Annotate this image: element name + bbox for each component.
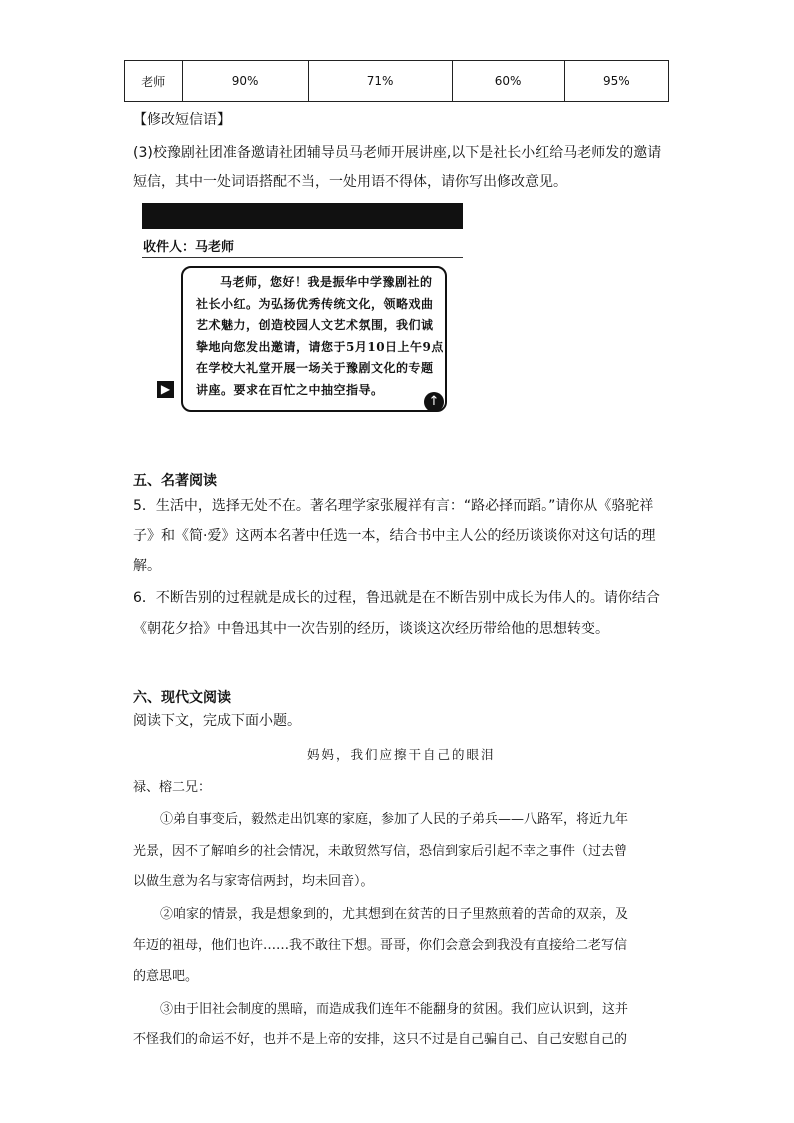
sms-line: 在学校大礼堂开展一场关于豫剧文化的专题 bbox=[196, 361, 434, 375]
q3-text-line-2: 短信，其中一处词语搭配不当，一处用语不得体，请你写出修改意见。 bbox=[133, 174, 567, 190]
article-line: 不怪我们的命运不好，也并不是上帝的安排，这只不过是自己骗自己、自己安慰自己的 bbox=[133, 1032, 628, 1047]
table-cell: 71% bbox=[308, 61, 452, 102]
article-title: 妈妈，我们应擦干自己的眼泪 bbox=[307, 747, 496, 762]
article-line: ③由于旧社会制度的黑暗，而造成我们连年不能翻身的贫困。我们应认识到，这并 bbox=[160, 1002, 629, 1017]
table-cell: 95% bbox=[564, 61, 668, 102]
q3-heading: 【修改短信语】 bbox=[133, 112, 231, 128]
sms-line: 社长小红。为弘扬优秀传统文化，领略戏曲 bbox=[196, 296, 434, 311]
sms-recipient: 收件人：马老师 bbox=[143, 240, 235, 255]
sms-divider bbox=[142, 257, 463, 258]
play-arrow-icon: ▶ bbox=[157, 381, 174, 398]
article-line: 年迈的祖母，他们也许……我不敢往下想。哥哥，你们会意会到我没有直接给二老写信 bbox=[133, 938, 628, 953]
section5-line: 6．不断告别的过程就是成长的过程，鲁迅就是在不断告别中成长为伟人的。请你结合 bbox=[133, 590, 660, 606]
article-line: 光景，因不了解咱乡的社会情况，未敢贸然写信，恐信到家后引起不幸之事件（过去曾 bbox=[133, 844, 628, 859]
section6-title: 六、现代文阅读 bbox=[133, 690, 231, 706]
score-table bbox=[124, 60, 669, 102]
sms-line: 挚地向您发出邀请，请您于5月10日上午9点 bbox=[196, 339, 444, 354]
section5-line: 解。 bbox=[133, 558, 161, 574]
section5-line: 子》和《简·爱》这两本名著中任选一本，结合书中主人公的经历谈谈你对这句话的理 bbox=[133, 528, 656, 544]
article-line: ①弟自事变后，毅然走出饥寒的家庭，参加了人民的子弟兵——八路军，将近九年 bbox=[160, 812, 629, 827]
article-salutation: 禄、榕二兄： bbox=[133, 780, 212, 795]
row-label-cell: 老师 bbox=[125, 61, 183, 102]
section5-line: 《朝花夕拾》中鲁迅其中一次告别的经历，谈谈这次经历带给他的思想转变。 bbox=[133, 621, 609, 637]
sms-line: 马老师，您好！我是振华中学豫剧社的 bbox=[220, 275, 433, 289]
sms-message-text bbox=[196, 272, 444, 401]
table-row bbox=[125, 61, 669, 102]
section5-title: 五、名著阅读 bbox=[133, 473, 217, 489]
section5-line: 5．生活中，选择无处不在。著名理学家张履祥有言：“路必择而蹈。”请你从《骆驼祥 bbox=[133, 498, 654, 514]
sms-header-bar bbox=[142, 203, 463, 229]
section6-intro: 阅读下文，完成下面小题。 bbox=[133, 713, 301, 729]
sms-line: 讲座。要求在百忙之中抽空指导。 bbox=[196, 382, 384, 397]
table-cell: 90% bbox=[182, 61, 308, 102]
table-cell: 60% bbox=[452, 61, 564, 102]
article-line: ②咱家的情景，我是想象到的，尤其想到在贫苦的日子里熬煎着的苦命的双亲，及 bbox=[160, 907, 629, 922]
article-line: 以做生意为名与家寄信两封，均未回音）。 bbox=[133, 874, 374, 889]
article-line: 的意思吧。 bbox=[133, 969, 199, 984]
q3-text-line-1: (3)校豫剧社团准备邀请社团辅导员马老师开展讲座,以下是社长小红给马老师发的邀请 bbox=[133, 145, 662, 161]
sms-line: 艺术魅力，创造校园人文艺术氛围，我们诚 bbox=[196, 318, 434, 332]
up-arrow-icon: ↑ bbox=[424, 392, 444, 412]
